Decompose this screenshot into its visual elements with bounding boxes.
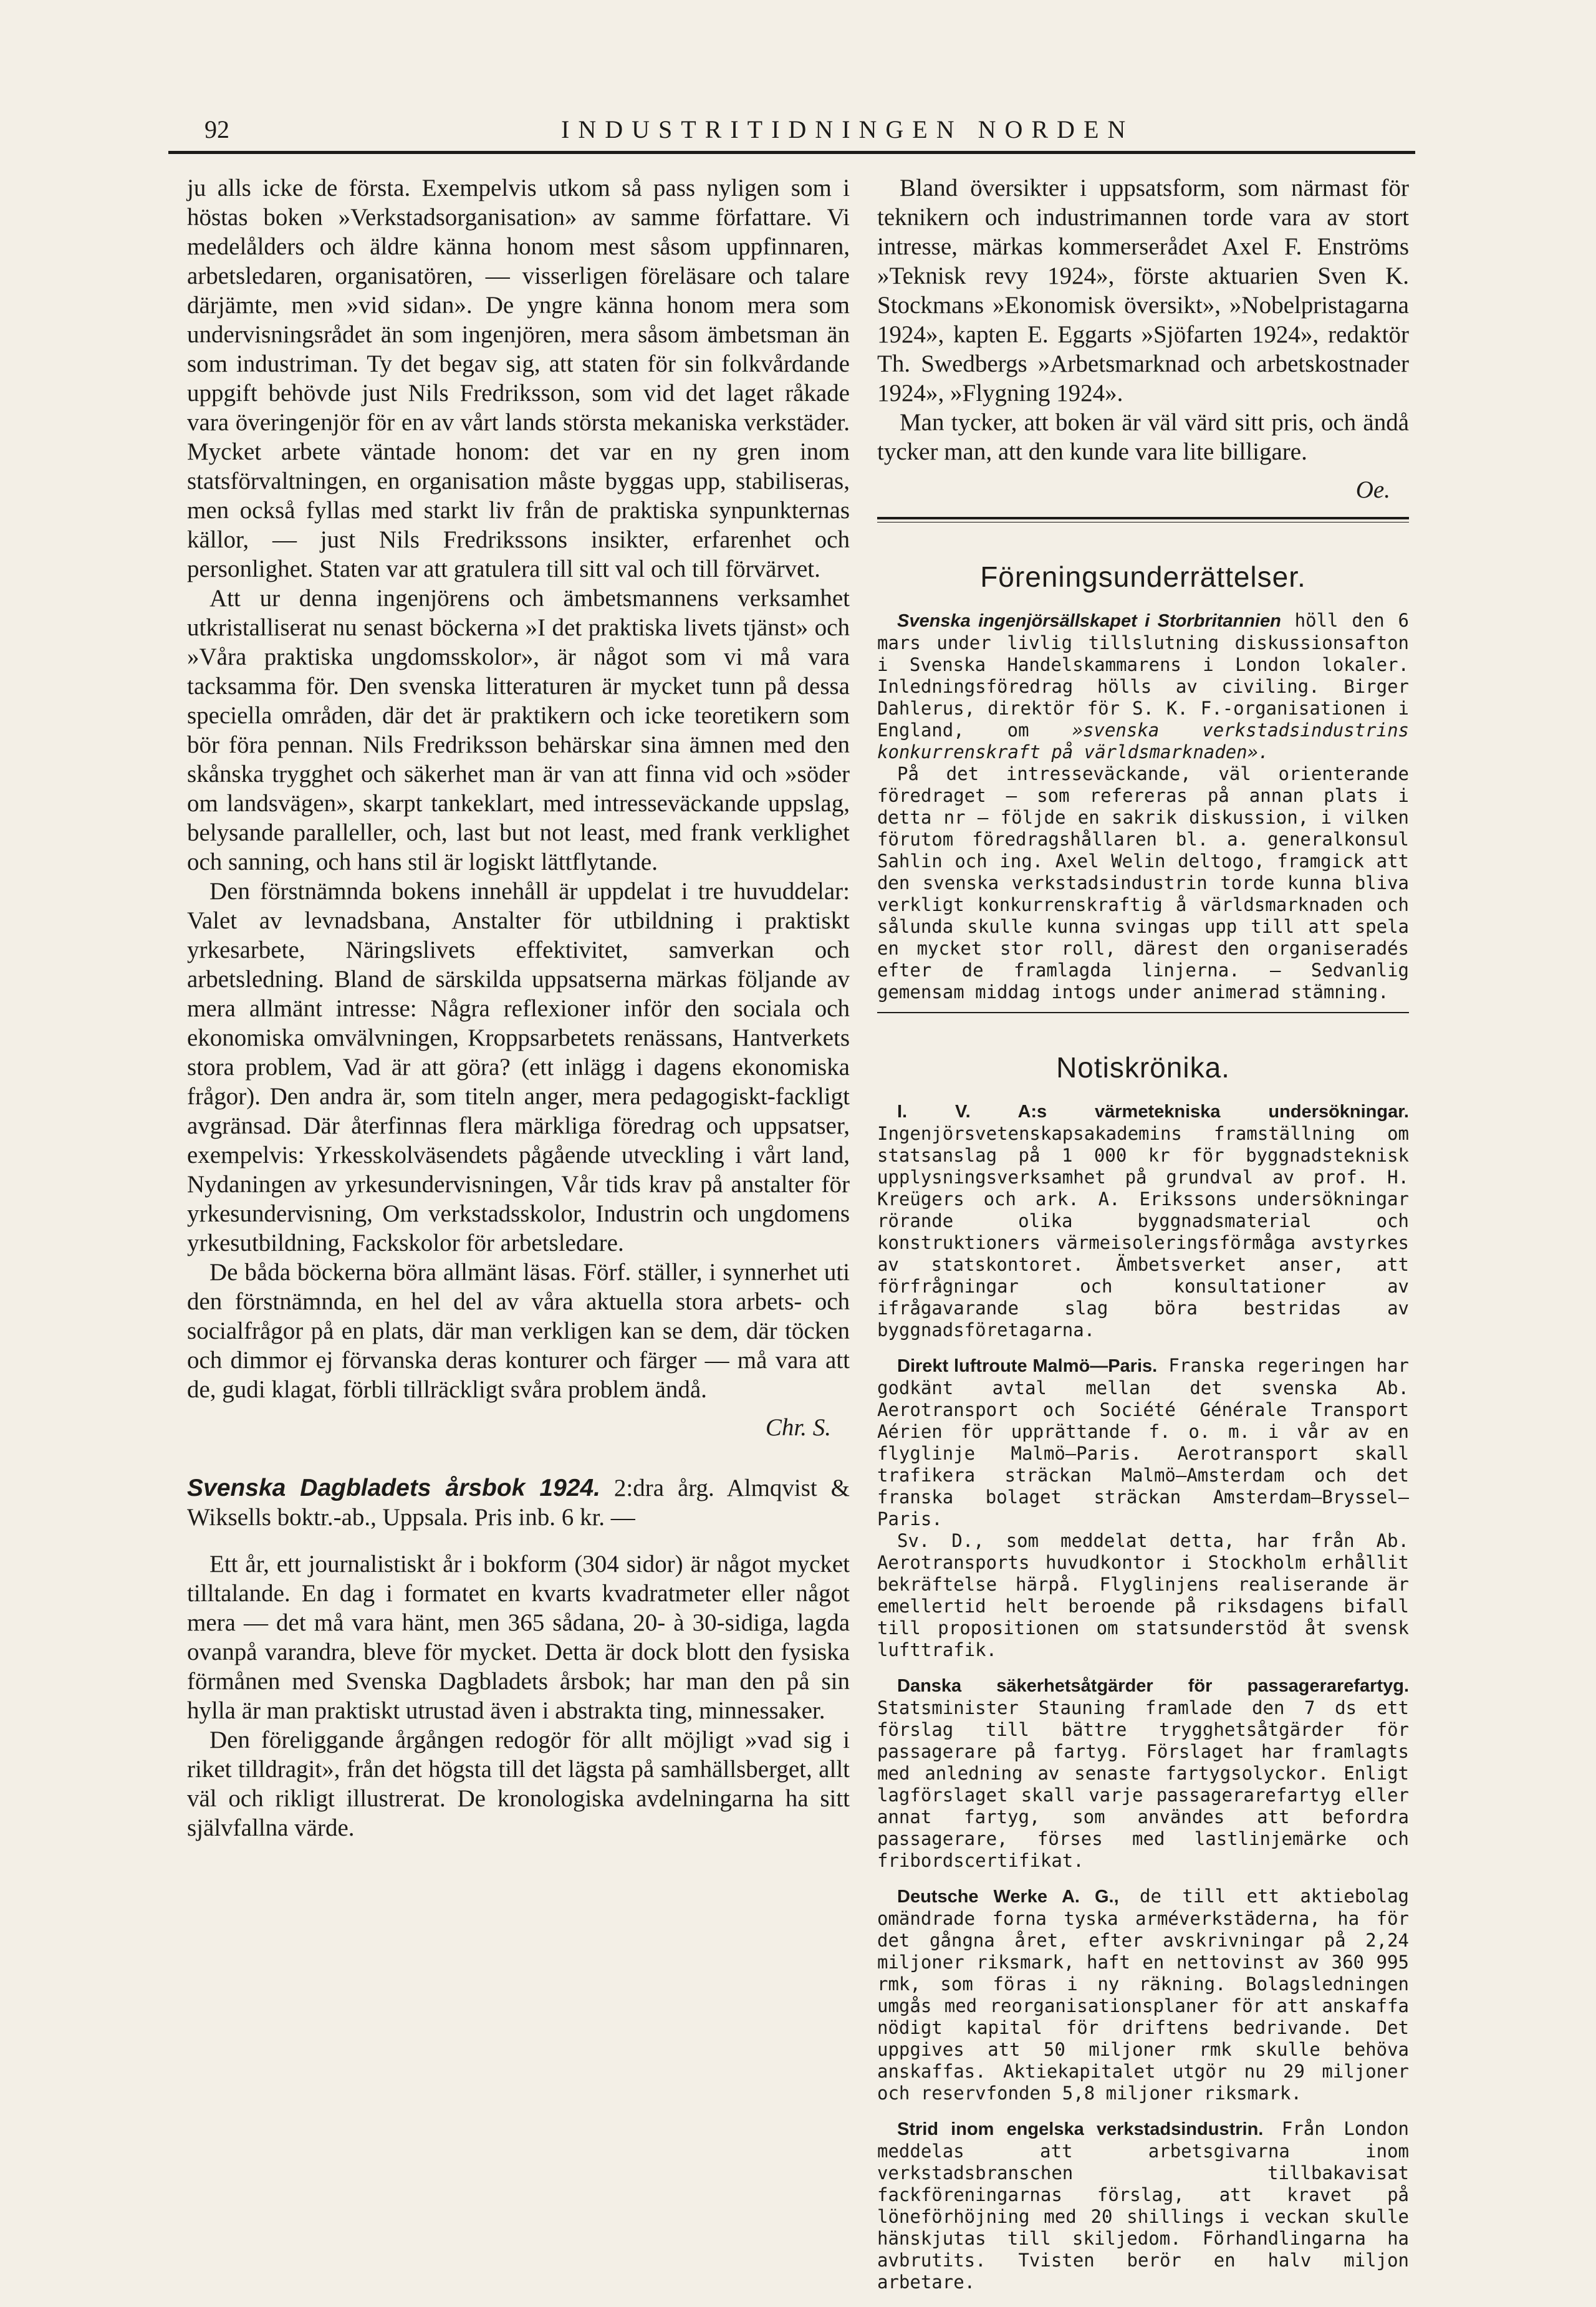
notice-deutsche-text: de till ett aktiebolag omändrade forna tyska arméverkstäderna, ha för det gångna året, efter avskrivningar på 2,24 miljoner riksmark, haft en nettovinst av 360 995 rmk, som föras i ny räkning. Bolagsledningen umgås med reorganisationsplaner för att anskaffa nödigt kapital för driftens bedrivande. Det uppgives att 50 miljoner rmk skulle behöva anskaffas. Aktiekapitalet utgör nu 29 miljoner och reservfonden 5,8 miljoner riksmark.	[877, 1886, 1409, 2104]
left-column	[187, 173, 850, 1842]
signature-chr-s: Chr. S.	[765, 1414, 831, 1441]
forening-notices	[877, 610, 1409, 1003]
section-rule	[877, 1012, 1409, 1013]
left-paragraph-3: Den förstnämnda bokens innehåll är uppdelat i tre huvuddelar: Valet av levnadsbana, Anstalter för utbildning i praktiskt yrkesarbete, Näringslivets effektivitet, samverkan och arbetsledning. Bland de särskilda uppsatserna märkas följande av mera allmänt intresse: Några reflexioner inför den sociala och ekonomiska omvälvningen, Kroppsarbetets renässans, Hantverkets stora problem, Vad är att göra? (ett inlägg i dagens ekonomiska frågor). Den andra är, som titeln anger, mera pedagogiskt-fackligt avgränsad. Där återfinnas flera märkliga föredrag och uppsatser, exempelvis: Yrkesskolväsendets pågående utveckling i vårt land, Nydaningen av yrkesundervisningen, Vår tids krav på anstalter för yrkesundervisning, Om verkstadsskolor, Industrin och ungdomens yrkesutbildning, Fackskolor för arbetsledare.	[187, 878, 850, 1256]
notice-iva	[877, 1101, 1409, 1341]
notice-luftroute-cont: Sv. D., som meddelat detta, har från Ab. Aerotransports huvudkontor i Stockholm erhållit bekräftelse härpå. Flyglinjens realiserande är emellertid helt beroende på riksdagens bifall till propositionen om statsunderstöd åt svensk lufttrafik.	[877, 1530, 1409, 1660]
section-divider	[877, 517, 1409, 523]
notice-danska-lead: Danska säkerhetsåtgärder för passagerarefartyg.	[897, 1676, 1409, 1696]
section-title-foreningsunderrattelser: Föreningsunderrättelser.	[980, 561, 1306, 593]
forening-paragraph-2: På det intresseväckande, väl orienterande föredraget — som refereras på annan plats i detta nr — följde en sakrik diskussion, i vilken förutom föredragshållaren bl. a. generalkonsul Sahlin och ing. Axel Welin deltogo, framgick att den svenska verkstadsindustrin torde kunna bliva verkligt konkurrenskraftig å världsmarknaden och sålunda skulle kunna svingas upp till att spela en mycket stor roll, därest den organiseradés efter de framlagda linjerna. — Sedvanlig gemensam middag intogs under animerad stämning.	[877, 763, 1409, 1003]
spacer	[187, 1532, 850, 1549]
section-title-notiskronika: Notiskrönika.	[1056, 1051, 1230, 1084]
header-rule	[168, 151, 1415, 154]
notice-luftroute-lead: Direkt luftroute Malmö—Paris.	[897, 1356, 1158, 1376]
notice-luftroute	[877, 1355, 1409, 1530]
notice-danska	[877, 1675, 1409, 1872]
forening-text: höll den 6 mars under livlig tillslutning diskussionsafton i Svenska Handelskammarens i London lokaler. Inledningsföredrag hölls av civiling. Birger Dahlerus, direktör för S. K. F.-organisationen i England, om	[877, 610, 1409, 741]
left-paragraph-6: Den föreliggande årgången redogör för allt möjligt »vad sig i riket tilldragit», från det högsta till det lägsta på samhällsberget, allt väl och rikligt illustrerat. De kronologiska avdelningarna ha sitt självfallna värde.	[187, 1727, 850, 1841]
left-paragraph-5: Ett år, ett journalistiskt år i bokform (304 sidor) är något mycket tilltalande. En dag i formatet en kvarts kvadratmeter eller något mera — det må vara hänt, men 365 sådana, 20- à 30-sidiga, lagda ovanpå varandra, bleve för mycket. Detta är dock blott den fysiska förmånen med Svenska Dagbladets årsbok; har man den på sin hylla är man praktiskt utrustad även i abstrakta ting, minnessaker.	[187, 1551, 850, 1724]
right-column	[877, 173, 1409, 2307]
forening-lead: Svenska ingenjörsällskapet i Storbritannien	[897, 611, 1281, 631]
book-info: 2:dra årg. Almqvist & Wiksells boktr.-ab., Uppsala. Pris inb. 6 kr. —	[187, 1475, 850, 1531]
notice-danska-text: Statsminister Stauning framlade den 7 ds ett förslag till bättre trygghetsåtgärder för passagerare på fartyg. Förslaget har framlagts med anledning av senaste fartygsolyckor. Enligt lagförslaget skall varje passagerarefartyg eller annat fartyg, som användes att befordra passagerare, förses med lastlinjemärke och fribordscertifikat.	[877, 1697, 1409, 1871]
notice-iva-lead: I. V. A:s värmetekniska undersökningar.	[897, 1102, 1409, 1122]
review-continuation	[877, 173, 1409, 504]
left-paragraph-4: De båda böckerna böra allmänt läsas. Förf. ställer, i synnerhet uti den förstnämnda, en hel del av våra aktuella stora arbets- och socialfrågor på en plats, där man verkligen kan se dem, där töcken och dimmor ej förvanska deras konturer och färger — må vara att de, gudi klagat, förbli tillräckligt svåra problem ändå.	[187, 1259, 850, 1403]
forening-paragraph-1	[877, 610, 1409, 763]
notice-deutsche-werke	[877, 1886, 1409, 2104]
left-paragraph-2: Att ur denna ingenjörens och ämbetsmannens verksamhet utkristalliserat nu senast böckerna »I det praktiska livets tjänst» och »Våra praktiska ungdomsskolor», är något som vi må vara tacksamma för. Den svenska litteraturen är mycket tunn på dessa speciella områden, där det är praktikern och icke teoretikern som bör föra pennan. Nils Fredriksson behärskar sina ämnen med den skånska trygghet och säkerhet man är van att finna vid och »söder om landsvägen», skarpt tankeklart, med intresseväckande uppslag, belysande paralleller, och, last but not least, med frank verklighet och sanning, och hans stil är logiskt lättflytande.	[187, 585, 850, 875]
news-notices	[877, 1101, 1409, 2293]
signature-oe: Oe.	[1355, 476, 1390, 503]
notice-strid-text: Från London meddelas att arbetsgivarna inom verkstadsbranschen tillbakavisat fackföreningarnas förslag, att kravet på löneförhöjning med 20 shillings i veckan skulle hänskjutas till skiljedom. Förhandlingarna ha avbrutits. Tvisten berör en halv miljon arbetare.	[877, 2118, 1410, 2293]
page-number: 92	[204, 115, 229, 143]
page-header	[168, 112, 1415, 150]
right-paragraph-1: Bland översikter i uppsatsform, som närmast för teknikern och industrimannen torde vara av stort intresse, märkas kommerserådet Axel F. Enströms »Teknisk revy 1924», förste aktuarien Sven K. Stockmans »Ekonomisk översikt», »Nobelpristagarna 1924», kapten E. Eggarts »Sjöfarten 1924», redaktör Th. Swedbergs »Arbetsmarknad och arbetskostnader 1924», »Flygning 1924».	[877, 175, 1409, 407]
book-title: Svenska Dagbladets årsbok 1924.	[187, 1475, 600, 1501]
book-entry	[187, 1473, 850, 1532]
notice-iva-text: Ingenjörsvetenskapsakademins framställning om statsanslag på 1 000 kr för byggnadsteknisk upplysningsverksamhet på grundval av prof. H. Kreügers och ark. A. Erikssons undersökningar rörande olika byggnadsmaterial och konstruktioners värmeisoleringsförmåga avstyrkes av statskontoret. Ämbetsverket anser, att förfrågningar och konsultationer av ifrågavarande slag böra bestridas av byggnadsföretagarna.	[877, 1123, 1409, 1341]
notice-strid	[877, 2118, 1409, 2293]
forening-lecture-title: »svenska verkstadsindustrins konkurrenskraft på världsmarknaden».	[877, 720, 1409, 763]
journal-title: INDUSTRITIDNINGEN NORDEN	[561, 115, 1135, 143]
notice-luftroute-text: Franska regeringen har godkänt avtal mellan det svenska Ab. Aerotransport och Société Générale Transport Aérien för upprättande f. o. m. i vår av en flyglinje Malmö—Paris. Aerotransport skall trafikera sträckan Malmö—Amsterdam och det franska bolaget sträckan Amsterdam—Bryssel—Paris.	[877, 1355, 1409, 1529]
notice-deutsche-lead: Deutsche Werke A. G.,	[897, 1887, 1119, 1907]
left-paragraph-1: ju alls icke de första. Exempelvis utkom så pass nyligen som i höstas boken »Verkstadsorganisation» av samme författare. Vi medelålders och äldre känna honom mest såsom uppfinnaren, arbetsledaren, organisatören, — visserligen föreläsare och talare därjämte, men »vid sidan». De yngre känna honom mera som undervisningsrådet än som ingenjören, mera såsom ämbetsman än som industriman. Ty det begav sig, att staten för sin folkvårdande uppgift behövde just Nils Fredriksson, som vid det laget råkade vara överingenjör för en av vårt lands största mekaniska verkstäder. Mycket arbete väntade honom: det var en ny gren inom statsförvaltningen, en organisation måste byggas upp, stabiliseras, men också fyllas med starkt liv från de praktiska synpunkternas källor, — just Nils Fredrikssons insikter, erfarenhet och personlighet. Staten var att gratulera till sitt val och till förvärvet.	[187, 175, 850, 582]
notice-strid-lead: Strid inom engelska verkstadsindustrin.	[897, 2119, 1264, 2139]
right-paragraph-2: Man tycker, att boken är väl värd sitt pris, och ändå tycker man, att den kunde vara lite billigare.	[877, 409, 1409, 465]
